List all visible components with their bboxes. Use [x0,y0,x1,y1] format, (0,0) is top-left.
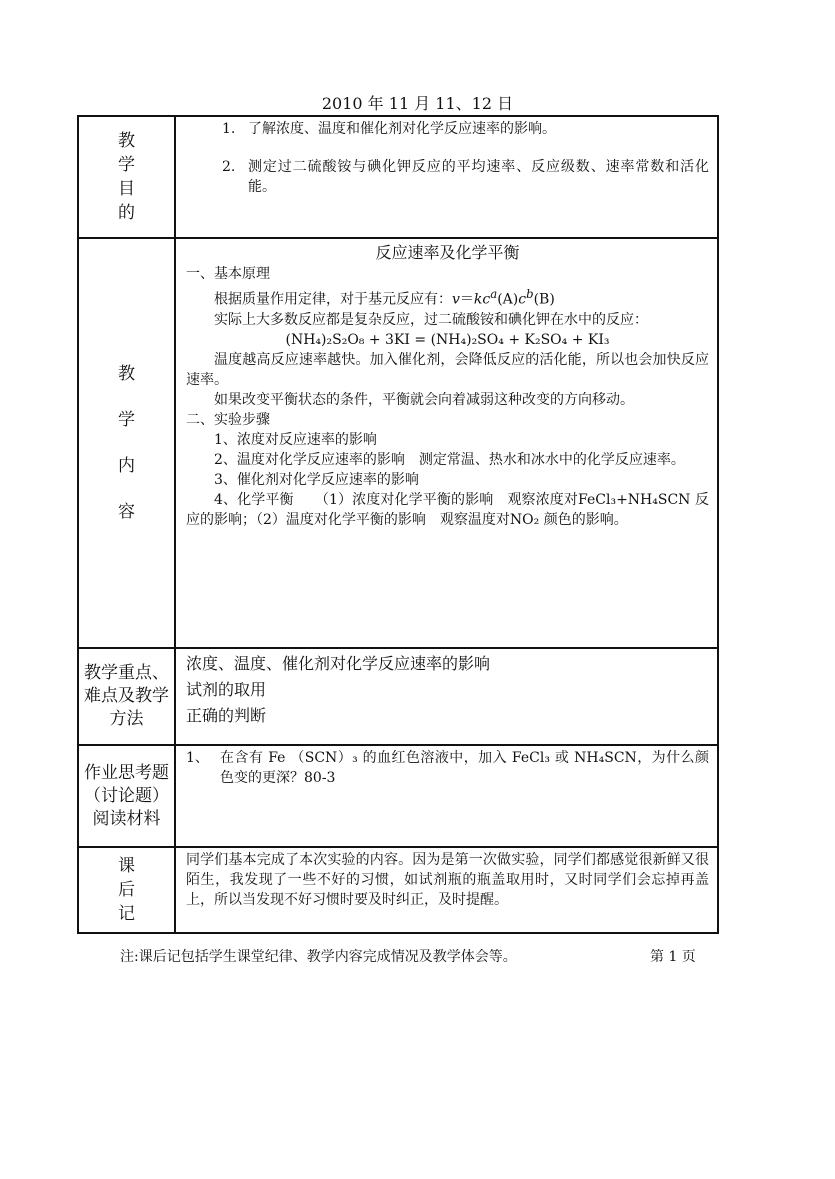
rate-symbol: v [452,291,460,308]
objectives-list [186,119,709,197]
homework-item [186,748,709,788]
experiment-step: 2、温度对化学反应速率的影响 测定常温、热水和冰水中的化学反应速率。 [214,451,685,468]
objectives-label-char: 学 [118,155,135,175]
page-number: 第 1 页 [650,949,696,965]
homework-number: 1、 [186,750,209,766]
afterword-label-char: 后 [118,880,135,900]
equilibrium-note: 如果改变平衡状态的条件，平衡就会向着减弱这种改变的方向移动。 [214,391,634,408]
rate-law-prefix: 根据质量作用定律，对于基元反应有： [214,291,452,308]
homework-body [175,745,718,847]
document-date: 2010 年 11 月 11、12 日 [321,94,514,113]
objective-item [222,157,709,197]
lesson-plan-table [77,115,719,934]
objective-text: 了解浓度、温度和催化剂对化学反应速率的影响。 [248,121,556,137]
objectives-label-char: 教 [118,131,135,151]
content-body [175,238,718,648]
rate-equals: ＝ [459,291,474,308]
objective-text: 测定过二硫酸铵与碘化钾反应的平均速率、反应级数、速率常数和活化能。 [248,159,709,195]
footer-note: 注:课后记包括学生课堂纪律、教学内容完成情况及教学体会等。 [120,949,517,965]
content-label-char: 教 [118,364,135,384]
key-point-line: 正确的判断 [186,706,267,725]
key-points-row [78,648,718,745]
afterword-label-char: 课 [118,856,135,876]
objectives-row [78,116,718,238]
experiment-step: 4、化学平衡 （1）浓度对化学平衡的影响 观察浓度对FeCl₃+NH₄SCN 反应的影响；（2）温度对化学平衡的影响 观察温度对NO₂ 颜色的影响。 [186,491,709,528]
objectives-content [175,116,718,238]
objectives-label [78,116,175,238]
key-point-line: 浓度、温度、催化剂对化学反应速率的影响 [186,654,491,673]
temperature-note: 温度越高反应速率越快。加入催化剂，会降低反应的活化能，所以也会加快反应速率。 [186,351,709,388]
key-points-body [175,648,718,745]
content-label-char: 容 [118,502,135,522]
key-points-label: 教学重点、难点及教学方法 [78,648,175,745]
content-label-char: 内 [118,456,135,476]
rate-order-b: b [526,287,534,301]
section-heading: 二、实验步骤 [186,411,270,428]
objectives-label-char: 目 [118,179,135,199]
content-row [78,238,718,648]
rate-order-a: a [490,287,498,301]
afterword-label-char: 记 [118,904,135,924]
complex-reaction-text: 实际上大多数反应都是复杂反应，过二硫酸铵和碘化钾在水中的反应： [214,311,648,328]
content-title: 反应速率及化学平衡 [375,243,520,262]
rate-species-b: (B) [533,291,555,308]
experiment-step: 1、浓度对反应速率的影响 [214,431,377,448]
section-heading: 一、基本原理 [186,266,270,282]
reaction-equation: (NH₄)₂S₂O₈ + 3KI = (NH₄)₂SO₄ + K₂SO₄ + KI₃ [285,331,610,348]
objective-item [222,119,709,139]
experiment-step: 3、催化剂对化学反应速率的影响 [214,471,419,488]
objective-number: 2. [222,159,236,175]
objectives-label-char: 的 [118,203,135,223]
content-label [78,238,175,648]
homework-row [78,745,718,847]
afterword-text: 同学们基本完成了本次实验的内容。因为是第一次做实验，同学们都感觉很新鲜又很陌生，我发现了一些不好的习惯，如试剂瓶的瓶盖取用时，又时同学们会忘掉再盖上，所以当发现不好习惯时要及时纠正，及时提醒。 [186,852,709,908]
homework-question: 在含有 Fe （SCN）₃ 的血红色溶液中，加入 FeCl₃ 或 NH₄SCN，为什么颜色变的更深？80-3 [220,750,709,786]
afterword-label [78,847,175,933]
rate-law-line [186,284,709,310]
content-label-char: 学 [118,410,135,430]
afterword-row [78,847,718,933]
rate-conc-b: c [518,291,527,308]
homework-label: 作业思考题（讨论题）阅读材料 [78,745,175,847]
key-point-line: 试剂的取用 [186,680,267,699]
rate-constant: kc [473,291,491,308]
objective-number: 1. [222,121,236,137]
afterword-body [175,847,718,933]
rate-species-a: (A) [497,291,519,308]
